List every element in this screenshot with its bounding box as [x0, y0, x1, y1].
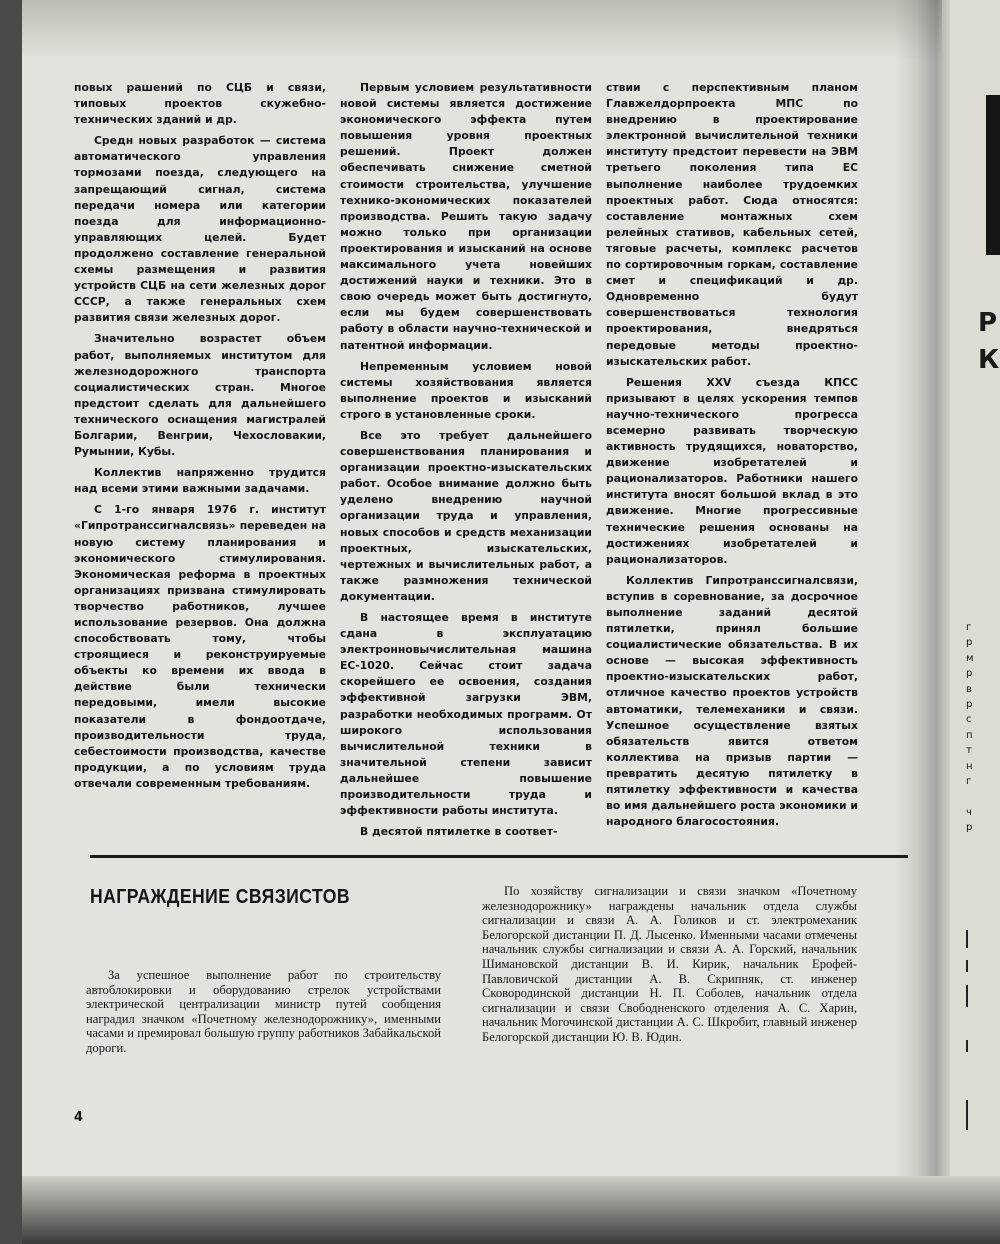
article-paragraph: повых рашений по СЦБ и связи, типовых проектов скужебно-технических зданий и др.	[74, 81, 326, 127]
award-recipients-paragraph: По хозяйству сигнализации и связи значком «Почетному железнодорожнику» награждены начальник отдела службы сигнализации и связи А. А. Голиков и ст. электромеханик Белогорской дистанции П. Д. Лысенко. Именными часами отмечены начальник службы сигнализации и связи А. А. Горский, начальник Шимановской дистанции В. И. Кирик, начальник Ерофей-Павловичской дистанции А. В. Скрипняк, ст. инженер Сковородинской дистанции Н. П. Соболев, начальник отдела сигнализации и связи Свободненского отделения А. С. Харин, начальник Могочинской дистанции А. С. Шкробит, главный инженер Белогорской дистанции Ю. В. Юдин.	[482, 884, 857, 1044]
award-intro-paragraph: За успешное выполнение работ по строительству автоблокировки и оборудованию стрелок устройствами электрической централизации министр путей сообщения наградил значком «Почетному железнодорожнику», именными часами и премировал большую группу работников Забайкальской дороги.	[86, 968, 441, 1055]
adjacent-page-letter: К	[978, 345, 1000, 375]
award-heading: НАГРАЖДЕНИЕ СВЯЗИСТОВ	[90, 886, 351, 908]
article-paragraph: ствии с перспективным планом Главжелдорпроекта МПС по внедрению в проектирование электронной вычислительной техники институту предстоит перевести на ЭВМ третьего поколения типа ЕС выполнение наиболее трудоемких проектных работ. Сюда относятся: составление монтажных схем релейных стативов, кабельных сетей, тяговые расчеты, комплекс расчетов по сортировочным горкам, составление смет и спецификаций и др. Одновременно будут совершенствоваться технология проектирования, внедряться передовые методы проектно-изыскательских работ.	[606, 81, 858, 368]
adjacent-page-mark	[966, 930, 968, 948]
article-column-2	[340, 80, 592, 845]
article-paragraph: Коллектив Гипротранссигналсвязи, вступив в соревнование, за досрочное выполнение заданий десятой пятилетки, принял большие социалистические обязательства. В их основе — высокая эффективность проектно-изыскательских работ, отличное качество проектов устройств автоматики, телемеханики и связи. Успешное осуществление взятых обязательств явится ответом коллектива на призыв партии — превратить десятую пятилетку в пятилетку эффективности и качества во имя дальнейшего роста экономики и народного благосостояния.	[606, 573, 858, 829]
adjacent-page-mark	[966, 985, 968, 1007]
article-paragraph: Коллектив напряженно трудится над всеми этими важными задачами.	[74, 466, 326, 496]
article-paragraph: Все это требует дальнейшего совершенствования планирования и организации проектно-изыскательских работ. Особое внимание должно быть уделено внедрению научной организации труда и управления, новых способов и средств механизации проектных, изыскательских, чертежных и вычислительных работ, а также размножения технической документации.	[340, 428, 592, 603]
section-divider	[90, 855, 908, 858]
article-paragraph: Значительно возрастет объем работ, выполняемых институтом для железнодорожного транспорта социалистических стран. Многое предстоит сделать для дальнейшего технического оснащения магистралей Болгарии, Венгрии, Чехословакии, Румынии, Кубы.	[74, 332, 326, 459]
article-paragraph: С 1-го января 1976 г. институт «Гипротранссигналсвязь» переведен на новую систему планирования и экономического стимулирования. Экономическая реформа в проектных организациях призвана стимулировать творчество работников, лучшее использование резервов. Она должна способствовать тому, чтобы строящиеся и реконструируемые объекты ко времени их ввода в действие были технически передовыми, имели высокие показатели в фондоотдаче, производительности труда, себестоимости производства, качестве продукции, а по условиям труда отвечали современным требованиям.	[74, 503, 326, 790]
award-intro	[86, 968, 441, 1056]
page-fold-shadow	[895, 0, 950, 1244]
article-column-3	[606, 80, 858, 835]
adjacent-page-mark	[966, 1040, 968, 1052]
adjacent-page-black-bar	[986, 95, 1000, 255]
article-paragraph: В десятой пятилетке в соответ-	[360, 825, 558, 839]
article-paragraph: Решения XXV съезда КПСС призывают в целях ускорения темпов научно-технического прогресса всемерно развивать творческую активность трудящихся, новаторство, движение изобретателей и рационализаторов. Работники нашего института вносят большой вклад в это движение. Многие прогрессивные технические решения основаны на достижениях изобретателей и рационализаторов.	[606, 375, 858, 566]
adjacent-page-mark	[966, 960, 968, 972]
article-paragraph: В настоящее время в институте сдана в эксплуатацию электронновычислительная машина ЕС-1020. Сейчас стоит задача скорейшего ее освоения, создания эффективной загрузки ЭВМ, разработки необходимых программ. От широкого использования вычислительной техники в значительной степени зависит дальнейшее повышение производительности труда и эффективности работы института.	[340, 611, 592, 818]
adjacent-page-text-fragment: г р м р в р с п т н г ч р	[966, 622, 974, 834]
scan-edge-shadow	[22, 0, 942, 60]
page-number: 4	[74, 1110, 84, 1125]
adjacent-page-mark	[966, 1100, 968, 1130]
scan-bottom-shadow	[22, 1176, 1000, 1244]
article-paragraph: Непременным условием новой системы хозяйствования является выполнение проектов и изысканий строго в установленные сроки.	[340, 359, 592, 421]
article-paragraph: Средн новых разработок — система автоматического управления тормозами поезда, следующего на запрещающий сигнал, система передачи номера или категории поезда для информационно-управляющих целей. Будет продолжено составление генеральной схемы размещения и развития устройств СЦБ на сети железных дорог СССР, а также генеральных схем развития связи железных дорог.	[74, 134, 326, 325]
article-paragraph: Первым условием результативности новой системы является достижение экономического эффекта путем повышения уровня проектных решений. Проект должен обеспечивать снижение сметной стоимости строительства, улучшение технико-экономических показателей производства. Решить такую задачу можно только при организации проектирования и изысканий на основе максимального учета новейших достижений науки и техники. Это в свою очередь может быть достигнуто, если мы будем совершенствовать работу в области научно-технической и патентной информации.	[340, 81, 592, 352]
article-column-1	[74, 80, 326, 797]
award-recipients	[482, 884, 857, 1045]
adjacent-page-letter: Р	[978, 308, 998, 338]
